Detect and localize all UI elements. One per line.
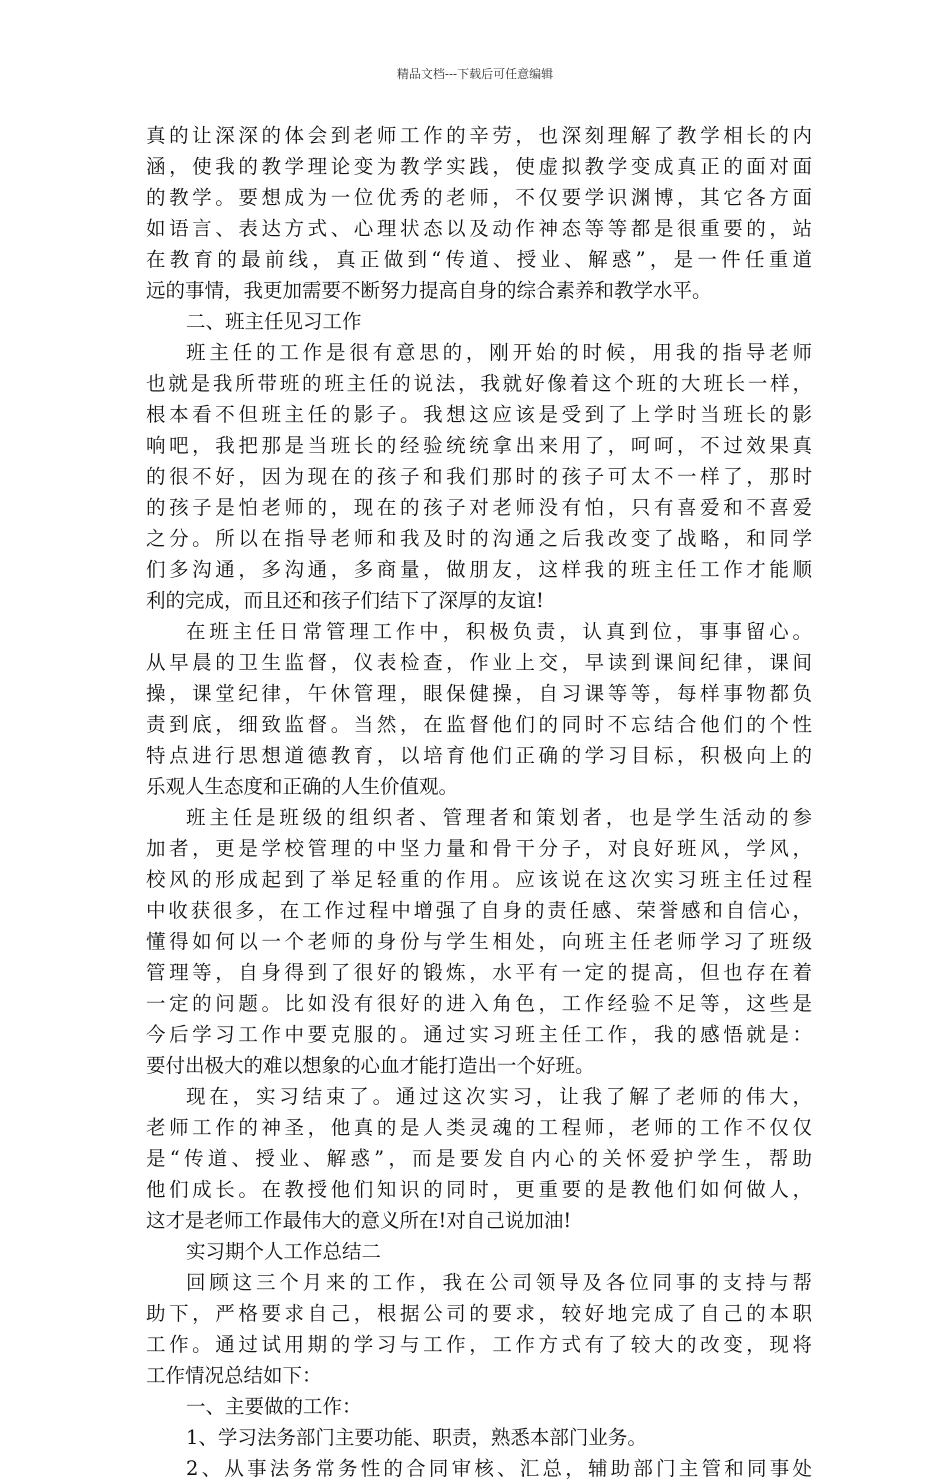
text-line: 涵，使我的教学理论变为教学实践，使虚拟教学变成真正的面对面 — [146, 155, 812, 178]
text-line: 响吧，我把那是当班长的经验统统拿出来用了，呵呵，不过效果真 — [146, 434, 812, 457]
text-line: 远的事情，我更加需要不断努力提高自身的综合素养和教学水平。 — [146, 279, 712, 302]
text-line: 操，课堂纪律，午休管理，眼保健操，自习课等等，每样事物都负 — [146, 682, 812, 705]
text-line: 从早晨的卫生监督，仪表检查，作业上交，早读到课间纪律，课间 — [146, 651, 812, 674]
text-line: 今后学习工作中要克服的。通过实习班主任工作，我的感悟就是： — [146, 1023, 812, 1046]
text-line: 工作。通过试用期的学习与工作，工作方式有了较大的改变，现将 — [146, 1333, 812, 1356]
text-line: 实习期个人工作总结二 — [186, 1240, 382, 1263]
text-line: 根本看不但班主任的影子。我想这应该是受到了上学时当班长的影 — [146, 403, 812, 426]
text-line: 责到底，细致监督。当然，在监督他们的同时不忘结合他们的个性 — [146, 713, 812, 736]
page-header: 精品文档---下载后可任意编辑 — [396, 67, 554, 81]
text-line: 乐观人生态度和正确的人生价值观。 — [146, 775, 459, 798]
text-line: 助下，严格要求自己，根据公司的要求，较好地完成了自己的本职 — [146, 1302, 812, 1325]
text-line: 班主任是班级的组织者、管理者和策划者，也是学生活动的参 — [186, 806, 812, 829]
text-line: 的孩子是怕老师的，现在的孩子对老师没有怕，只有喜爱和不喜爱 — [146, 496, 812, 519]
text-line: 是“传道、授业、解惑”，而是要发自内心的关怀爱护学生，帮助 — [146, 1147, 812, 1170]
text-line: 2、从事法务常务性的合同审核、汇总，辅助部门主管和同事处 — [186, 1457, 812, 1480]
text-line: 真的让深深的体会到老师工作的辛劳，也深刻理解了教学相长的内 — [146, 124, 812, 147]
text-line: 1、学习法务部门主要功能、职责，熟悉本部门业务。 — [186, 1426, 647, 1449]
text-line: 工作情况总结如下： — [146, 1364, 322, 1387]
text-line: 这才是老师工作最伟大的意义所在!对自己说加油! — [146, 1209, 572, 1232]
text-line: 的很不好，因为现在的孩子和我们那时的孩子可太不一样了，那时 — [146, 465, 812, 488]
text-line: 班主任的工作是很有意思的，刚开始的时候，用我的指导老师 — [186, 341, 812, 364]
text-line: 二、班主任见习工作 — [186, 310, 362, 333]
text-line: 要付出极大的难以想象的心血才能打造出一个好班。 — [146, 1054, 595, 1077]
text-line: 现在，实习结束了。通过这次实习，让我了解了老师的伟大， — [186, 1085, 812, 1108]
text-line: 也就是我所带班的班主任的说法，我就好像着这个班的大班长一样， — [146, 372, 812, 395]
text-line: 老师工作的神圣，他真的是人类灵魂的工程师，老师的工作不仅仅 — [146, 1116, 812, 1139]
text-line: 懂得如何以一个老师的身份与学生相处，向班主任老师学习了班级 — [146, 930, 812, 953]
document-body — [146, 120, 812, 1484]
text-line: 在班主任日常管理工作中，积极负责，认真到位，事事留心。 — [186, 620, 812, 643]
text-line: 们多沟通，多沟通，多商量，做朋友，这样我的班主任工作才能顺 — [146, 558, 812, 581]
text-line: 特点进行思想道德教育，以培育他们正确的学习目标，积极向上的 — [146, 744, 812, 767]
text-line: 管理等，自身得到了很好的锻炼，水平有一定的提高，但也存在着 — [146, 961, 812, 984]
text-line: 之分。所以在指导老师和我及时的沟通之后我改变了战略，和同学 — [146, 527, 812, 550]
text-line: 中收获很多，在工作过程中增强了自身的责任感、荣誉感和自信心， — [146, 899, 812, 922]
text-line: 加者，更是学校管理的中坚力量和骨干分子，对良好班风，学风， — [146, 837, 812, 860]
text-line: 回顾这三个月来的工作，我在公司领导及各位同事的支持与帮 — [186, 1271, 812, 1294]
text-line: 一定的问题。比如没有很好的进入角色，工作经验不足等，这些是 — [146, 992, 812, 1015]
text-line: 他们成长。在教授他们知识的同时，更重要的是教他们如何做人， — [146, 1178, 812, 1201]
text-line: 在教育的最前线，真正做到“传道、授业、解惑”，是一件任重道 — [146, 248, 812, 271]
text-line: 如语言、表达方式、心理状态以及动作神态等等都是很重要的，站 — [146, 217, 812, 240]
text-line: 利的完成，而且还和孩子们结下了深厚的友谊! — [146, 589, 544, 612]
text-line: 的教学。要想成为一位优秀的老师，不仅要学识渊博，其它各方面 — [146, 186, 812, 209]
text-line: 一、主要做的工作： — [186, 1395, 362, 1418]
text-line: 校风的形成起到了举足轻重的作用。应该说在这次实习班主任过程 — [146, 868, 812, 891]
